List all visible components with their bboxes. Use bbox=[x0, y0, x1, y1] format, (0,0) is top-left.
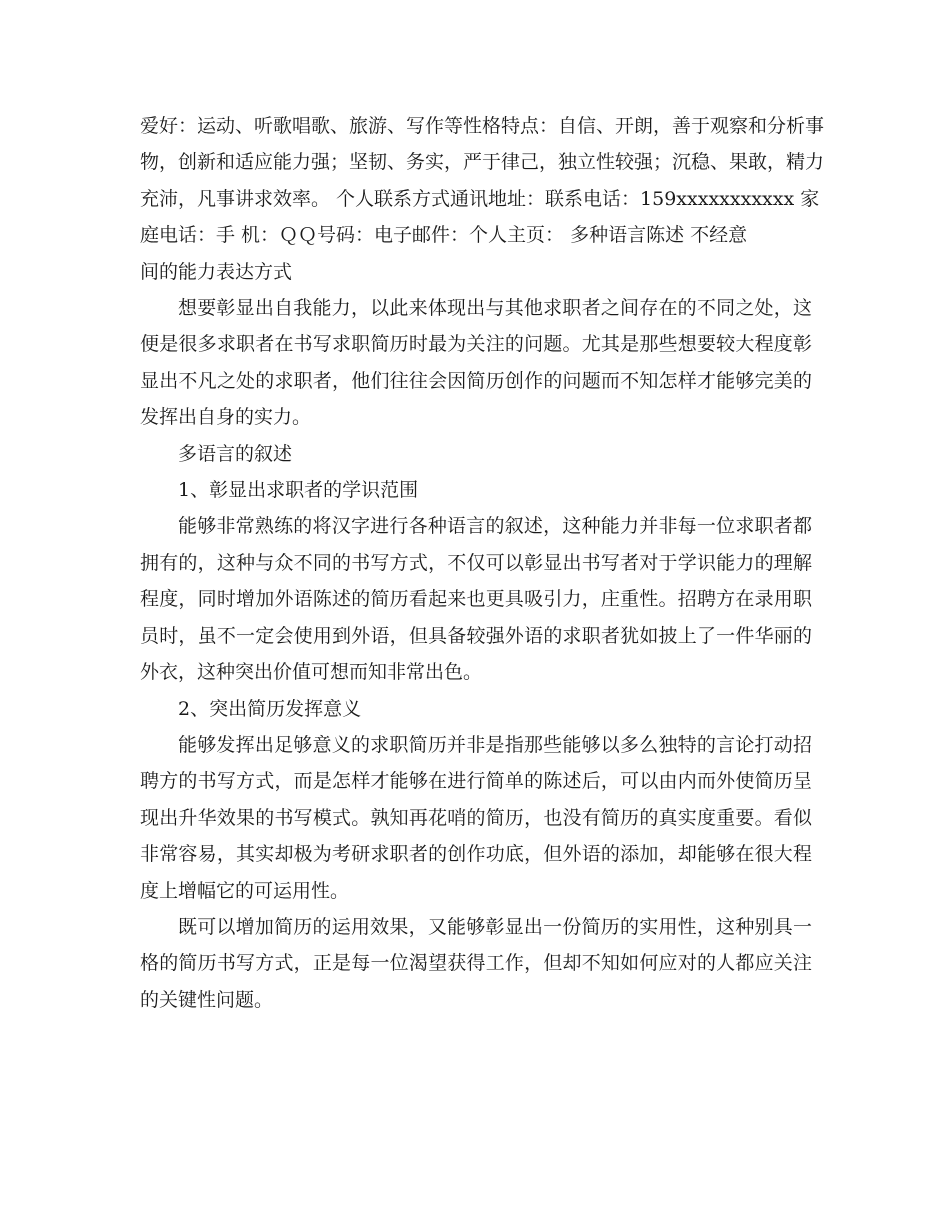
intro-paragraph bbox=[140, 108, 825, 290]
body-paragraph: 能够非常熟练的将汉字进行各种语言的叙述，这种能力并非每一位求职者都拥有的，这种与众不同的书写方式，不仅可以彰显出书写者对于学识能力的理解程度，同时增加外语陈述的简历看起来也更具吸引力，庄重性。招聘方在录用职员时，虽不一定会使用到外语，但具备较强外语的求职者犹如披上了一件华丽的外衣，这种突出价值可想而知非常出色。 bbox=[140, 515, 812, 684]
document-body bbox=[140, 108, 825, 1018]
intro-line: 物，创新和适应能力强；坚韧、务实，严于律己，独立性较强；沉稳、果敢，精力 bbox=[140, 151, 825, 174]
body-paragraph: 既可以增加简历的运用效果，又能够彰显出一份简历的实用性，这种别具一格的简历书写方式，正是每一位渴望获得工作，但却不知如何应对的人都应关注的关键性问题。 bbox=[140, 915, 812, 1011]
body-paragraph: 能够发挥出足够意义的求职简历并非是指那些能够以多么独特的言论打动招聘方的书写方式，而是怎样才能够在进行简单的陈述后，可以由内而外使简历呈现出升华效果的书写模式。孰知再花哨的简历，也没有简历的真实度重要。看似非常容易，其实却极为考研求职者的创作功底，但外语的添加，却能够在很大程度上增幅它的可运用性。 bbox=[140, 733, 812, 902]
intro-line: 充沛，凡事讲求效率。 个人联系方式通讯地址：联系电话：159xxxxxxxxxxx 家 bbox=[140, 187, 820, 210]
subsection-heading: 2、突出简历发挥意义 bbox=[178, 697, 362, 720]
section-heading: 多语言的叙述 bbox=[178, 442, 293, 465]
intro-line: 庭电话：手 机：ＱＱ号码：电子邮件：个人主页： 多种语言陈述 不经意 bbox=[140, 224, 748, 247]
body-paragraph: 想要彰显出自我能力，以此来体现出与其他求职者之间存在的不同之处，这便是很多求职者在书写求职简历时最为关注的问题。尤其是那些想要较大程度彰显出不凡之处的求职者，他们往往会因简历创作的问题而不知怎样才能够完美的发挥出自身的实力。 bbox=[140, 297, 812, 429]
subsection-heading: 1、彰显出求职者的学识范围 bbox=[178, 479, 419, 502]
intro-line: 爱好：运动、听歌唱歌、旅游、写作等性格特点：自信、开朗，善于观察和分析事 bbox=[140, 115, 825, 137]
intro-line: 间的能力表达方式 bbox=[140, 260, 293, 283]
